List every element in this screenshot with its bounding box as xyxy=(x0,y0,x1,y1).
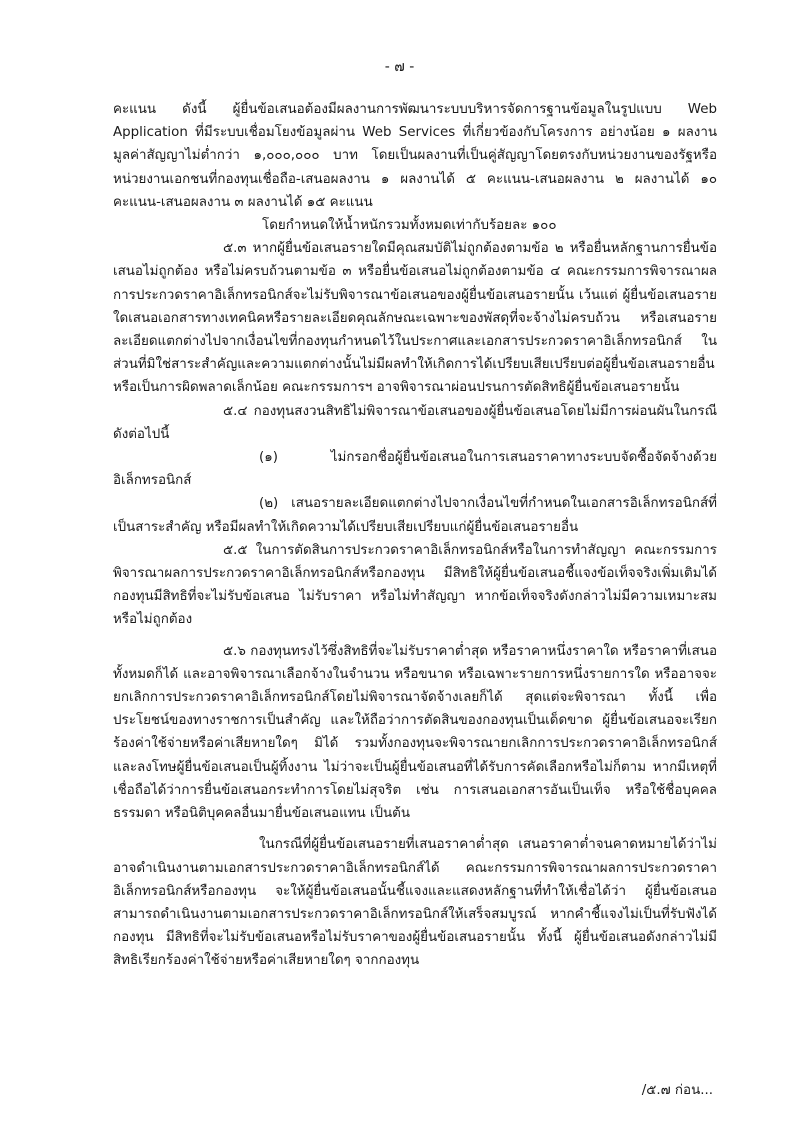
continuation-note: /๕.๗ ก่อน... xyxy=(641,1083,713,1098)
paragraph-5-6: ๕.๖ กองทุนทรงไว้ซึ่งสิทธิที่จะไม่รับราคาต่ำสุด หรือราคาหนึ่งราคาใด หรือราคาที่เสนอทั้งหมดก็ได้ และอาจพิจารณาเลือกจ้างในจำนวน หรือขนาด หรือเฉพาะรายการหนึ่งรายการใด หรืออาจจะยกเลิกการประกวดราคาอิเล็กทรอนิกส์โดยไม่พิจารณาจัดจ้างเลยก็ได้ สุดแต่จะพิจารณา ทั้งนี้ เพื่อประโยชน์ของทางราชการเป็นสำคัญ และให้ถือว่าการตัดสินของกองทุนเป็นเด็ดขาด ผู้ยื่นข้อเสนอจะเรียกร้องค่าใช้จ่ายหรือค่าเสียหายใดๆ มิได้ รวมทั้งกองทุนจะพิจารณายกเลิกการประกวดราคาอิเล็กทรอนิกส์และลงโทษผู้ยื่นข้อเสนอเป็นผู้ทิ้งงาน ไม่ว่าจะเป็นผู้ยื่นข้อเสนอที่ได้รับการคัดเลือกหรือไม่ก็ตาม หากมีเหตุที่เชื่อถือได้ว่าการยื่นข้อเสนอกระทำการโดยไม่สุจริต เช่น การเสนอเอกสารอันเป็นเท็จ หรือใช้ชื่อบุคคลธรรมดา หรือนิติบุคคลอื่นมายื่นข้อเสนอแทน เป็นต้น xyxy=(113,643,718,822)
paragraph-5-4-1: (๑) ไม่กรอกชื่อผู้ยื่นข้อเสนอในการเสนอราคาทางระบบจัดซื้อจัดจ้างด้วยอิเล็กทรอนิกส์ xyxy=(113,450,717,489)
paragraph-5-4: ๕.๔ กองทุนสงวนสิทธิไม่พิจารณาข้อเสนอของผู้ยื่นข้อเสนอโดยไม่มีการผ่อนผันในกรณีดังต่อไปนี้ xyxy=(113,403,717,442)
paragraph-5-5: ๕.๕ ในการตัดสินการประกวดราคาอิเล็กทรอนิกส์หรือในการทำสัญญา คณะกรรมการพิจารณาผลการประกวดราคาอิเล็กทรอนิกส์หรือกองทุน มีสิทธิให้ผู้ยื่นข้อเสนอชี้แจงข้อเท็จจริงเพิ่มเติมได้ กองทุนมีสิทธิที่จะไม่รับข้อเสนอ ไม่รับราคา หรือไม่ทำสัญญา หากข้อเท็จจริงดังกล่าวไม่มีความเหมาะสมหรือไม่ถูกต้อง xyxy=(113,542,717,628)
paragraph-total-weight: โดยกำหนดให้น้ำหนักรวมทั้งหมดเท่ากับร้อยละ ๑๐๐ xyxy=(262,218,557,234)
paragraph-score-criteria: คะแนน ดังนี้ ผู้ยื่นข้อเสนอต้องมีผลงานการพัฒนาระบบบริหารจัดการฐานข้อมูลในรูปแบบ Web Application ที่มีระบบเชื่อมโยงข้อมูลผ่าน Web Services ที่เกี่ยวข้องกับโครงการ อย่างน้อย ๑ ผลงานมูลค่าสัญญาไม่ต่ำกว่า ๑,๐๐๐,๐๐๐ บาท โดยเป็นผลงานที่เป็นคู่สัญญาโดยตรงกับหน่วยงานของรัฐหรือหน่วยงานเอกชนที่กองทุนเชื่อถือ-เสนอผลงาน ๑ ผลงานได้ ๕ คะแนน-เสนอผลงาน ๒ ผลงานได้ ๑๐ คะแนน-เสนอผลงาน ๓ ผลงานได้ ๑๕ คะแนน xyxy=(113,102,717,210)
paragraph-lowest-bid: ในกรณีที่ผู้ยื่นข้อเสนอรายที่เสนอราคาต่ำสุด เสนอราคาต่ำจนคาดหมายได้ว่าไม่อาจดำเนินงานตามเอกสารประกวดราคาอิเล็กทรอนิกส์ได้ คณะกรรมการพิจารณาผลการประกวดราคาอิเล็กทรอนิกส์หรือกองทุน จะให้ผู้ยื่นข้อเสนอนั้นชี้แจงและแสดงหลักฐานที่ทำให้เชื่อได้ว่า ผู้ยื่นข้อเสนอสามารถดำเนินงานตามเอกสารประกวดราคาอิเล็กทรอนิกส์ให้เสร็จสมบูรณ์ หากคำชี้แจงไม่เป็นที่รับฟังได้ กองทุน มีสิทธิที่จะไม่รับข้อเสนอหรือไม่รับราคาของผู้ยื่นข้อเสนอรายนั้น ทั้งนี้ ผู้ยื่นข้อเสนอดังกล่าวไม่มีสิทธิเรียกร้องค่าใช้จ่ายหรือค่าเสียหายใดๆ จากกองทุน xyxy=(113,837,717,969)
paragraph-5-3: ๕.๓ หากผู้ยื่นข้อเสนอรายใดมีคุณสมบัติไม่ถูกต้องตามข้อ ๒ หรือยื่นหลักฐานการยื่นข้อเสนอไม่ถูกต้อง หรือไม่ครบถ้วนตามข้อ ๓ หรือยื่นข้อเสนอไม่ถูกต้องตามข้อ ๔ คณะกรรมการพิจารณาผลการประกวดราคาอิเล็กทรอนิกส์จะไม่รับพิจารณาข้อเสนอของผู้ยื่นข้อเสนอรายนั้น เว้นแต่ ผู้ยื่นข้อเสนอรายใดเสนอเอกสารทางเทคนิคหรือรายละเอียดคุณลักษณะเฉพาะของพัสดุที่จะจ้างไม่ครบถ้วน หรือเสนอรายละเอียดแตกต่างไปจากเงื่อนไขที่กองทุนกำหนดไว้ในประกาศและเอกสารประกวดราคาอิเล็กทรอนิกส์ ในส่วนที่มิใช่สาระสำคัญและความแตกต่างนั้นไม่มีผลทำให้เกิดการได้เปรียบเสียเปรียบต่อผู้ยื่นข้อเสนอรายอื่นหรือเป็นการผิดพลาดเล็กน้อย คณะกรรมการฯ อาจพิจารณาผ่อนปรนการตัดสิทธิผู้ยื่นข้อเสนอรายนั้น xyxy=(113,241,717,396)
document-body xyxy=(113,98,717,973)
page-number: - ๗ - xyxy=(384,59,415,75)
paragraph-5-4-2: (๒) เสนอรายละเอียดแตกต่างไปจากเงื่อนไขที่กำหนดในเอกสารอิเล็กทรอนิกส์ที่เป็นสาระสำคัญ หรือมีผลทำให้เกิดความได้เปรียบเสียเปรียบแก่ผู้ยื่นข้อเสนอรายอื่น xyxy=(113,496,717,535)
